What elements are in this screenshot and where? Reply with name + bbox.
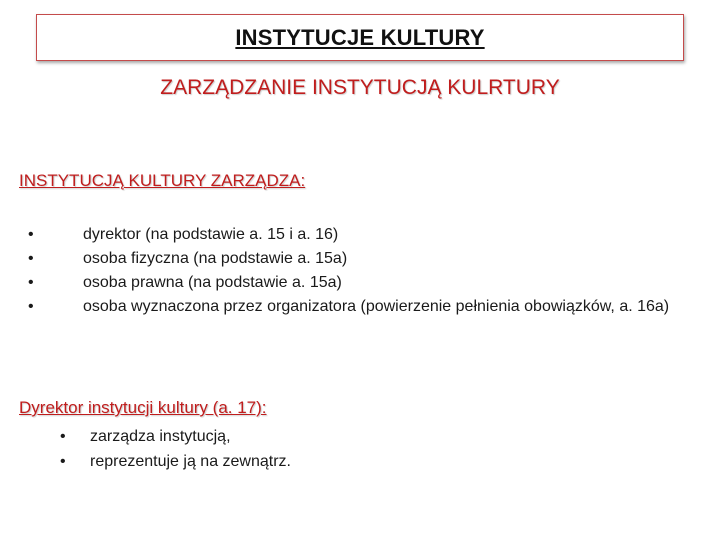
bullet-icon: • [60,428,66,445]
list-item [28,271,708,295]
list-item-text: zarządza instytucją, [90,428,231,445]
list-item-text: osoba wyznaczona przez organizatora (powierzenie pełnienia obowiązków, a. 16a) [83,298,670,315]
section-heading-managers: INSTYTUCJĄ KULTURY ZARZĄDZA: [19,171,306,190]
bullet-icon: • [28,298,34,315]
title-box [36,14,684,61]
list-item [60,449,660,474]
bullet-icon: • [60,453,66,470]
list-item [28,295,708,319]
list-item-text: osoba prawna (na podstawie a. 15a) [83,274,342,291]
list-item [60,424,660,449]
page-title: INSTYTUCJE KULTURY [235,24,485,50]
list-item-text: osoba fizyczna (na podstawie a. 15a) [83,250,348,267]
director-duties-list [60,424,660,474]
bullet-icon: • [28,274,34,291]
section-heading-director: Dyrektor instytucji kultury (a. 17): [19,398,267,417]
list-item-text: dyrektor (na podstawie a. 15 i a. 16) [83,226,339,243]
list-item-text: reprezentuje ją na zewnątrz. [90,453,291,470]
list-item [28,247,708,271]
page-subtitle: ZARZĄDZANIE INSTYTUCJĄ KULRTURY [160,76,560,99]
bullet-icon: • [28,226,34,243]
list-item [28,223,708,247]
bullet-icon: • [28,250,34,267]
managers-list [28,223,708,319]
